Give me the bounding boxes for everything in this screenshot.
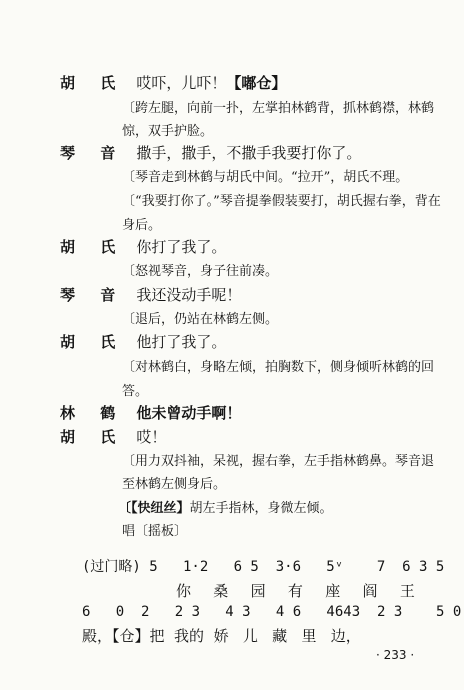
score-row-2-notes: 6 0 2 2 3 4 3 4 6 4643 2 3 5 0 — [82, 604, 462, 620]
stage-direction: 〔“我要打你了。”琴音提拳假装要打，胡氏握右拳，背在 — [122, 194, 441, 209]
speech: 哎！ — [136, 428, 167, 446]
page-number: · 233 · — [376, 648, 415, 662]
speaker: 琴 音 — [60, 286, 126, 304]
stage-direction: 〔对林鹤白，身略左倾，拍胸数下，侧身倾听林鹤的回 — [122, 360, 435, 375]
line-1 — [60, 72, 286, 93]
stage-direction: 至林鹤左侧身后。 — [122, 477, 227, 492]
line-10 — [60, 284, 241, 305]
speech: 撒手，撒手，不撒手我要打你了。 — [136, 144, 362, 162]
line-16 — [60, 426, 166, 447]
cue-text: 胡左手指林，身微左倾。 — [189, 501, 333, 516]
speaker: 琴 音 — [60, 144, 126, 162]
stage-direction: 〔琴音走到林鹤与胡氏中间。“拉开”，胡氏不理。 — [122, 170, 409, 185]
speech: 我还没动手呢！ — [136, 286, 242, 304]
stage-direction: 〔跨左腿，向前一扑，左掌拍林鹤背，抓林鹤襟，林鹤 — [122, 101, 435, 116]
score-row-1-notes: (过门略) 5 1·2 6 5 3·6 5ᵛ 7 6 3 5 — [82, 559, 445, 575]
stage-direction: 〔退后，仍站在林鹤左侧。 — [122, 312, 279, 327]
speaker: 胡 氏 — [60, 74, 126, 92]
speaker: 胡 氏 — [60, 238, 126, 256]
speech: 你打了我了。 — [136, 238, 227, 256]
score-row-2-lyrics: 殿，【仓】把 我的 娇 儿 藏 里 边， — [82, 627, 361, 645]
speaker: 林 鹤 — [60, 404, 126, 422]
line-12 — [60, 331, 226, 352]
stage-direction: 身后。 — [122, 218, 162, 233]
speaker: 胡 氏 — [60, 333, 126, 351]
stage-direction-kuainiusi — [118, 497, 333, 516]
score-row-1-lyrics: 你 桑 园 有 座 阎 王 — [176, 582, 417, 600]
speech: 他未曾动手啊！ — [136, 404, 242, 422]
stage-direction: 唱〔摇板〕 — [122, 524, 188, 539]
line-8 — [60, 236, 226, 257]
stage-direction: 〔怒视琴音，身子往前凑。 — [122, 264, 279, 279]
cue-label: 〔【快纽丝】 — [118, 501, 190, 516]
stage-direction: 惊，双手护脸。 — [122, 124, 214, 139]
stage-direction: 〔用力双抖袖，呆视，握右拳，左手指林鹤鼻。琴音退 — [122, 454, 435, 469]
speech: 哎吓，儿吓！ — [136, 74, 227, 92]
speaker: 胡 氏 — [60, 428, 126, 446]
speech: 他打了我了。 — [136, 333, 227, 351]
line-15 — [60, 402, 241, 423]
stage-direction: 答。 — [122, 384, 149, 399]
percussion-cue: 【嘟仓】 — [226, 74, 287, 92]
line-4 — [60, 142, 361, 163]
